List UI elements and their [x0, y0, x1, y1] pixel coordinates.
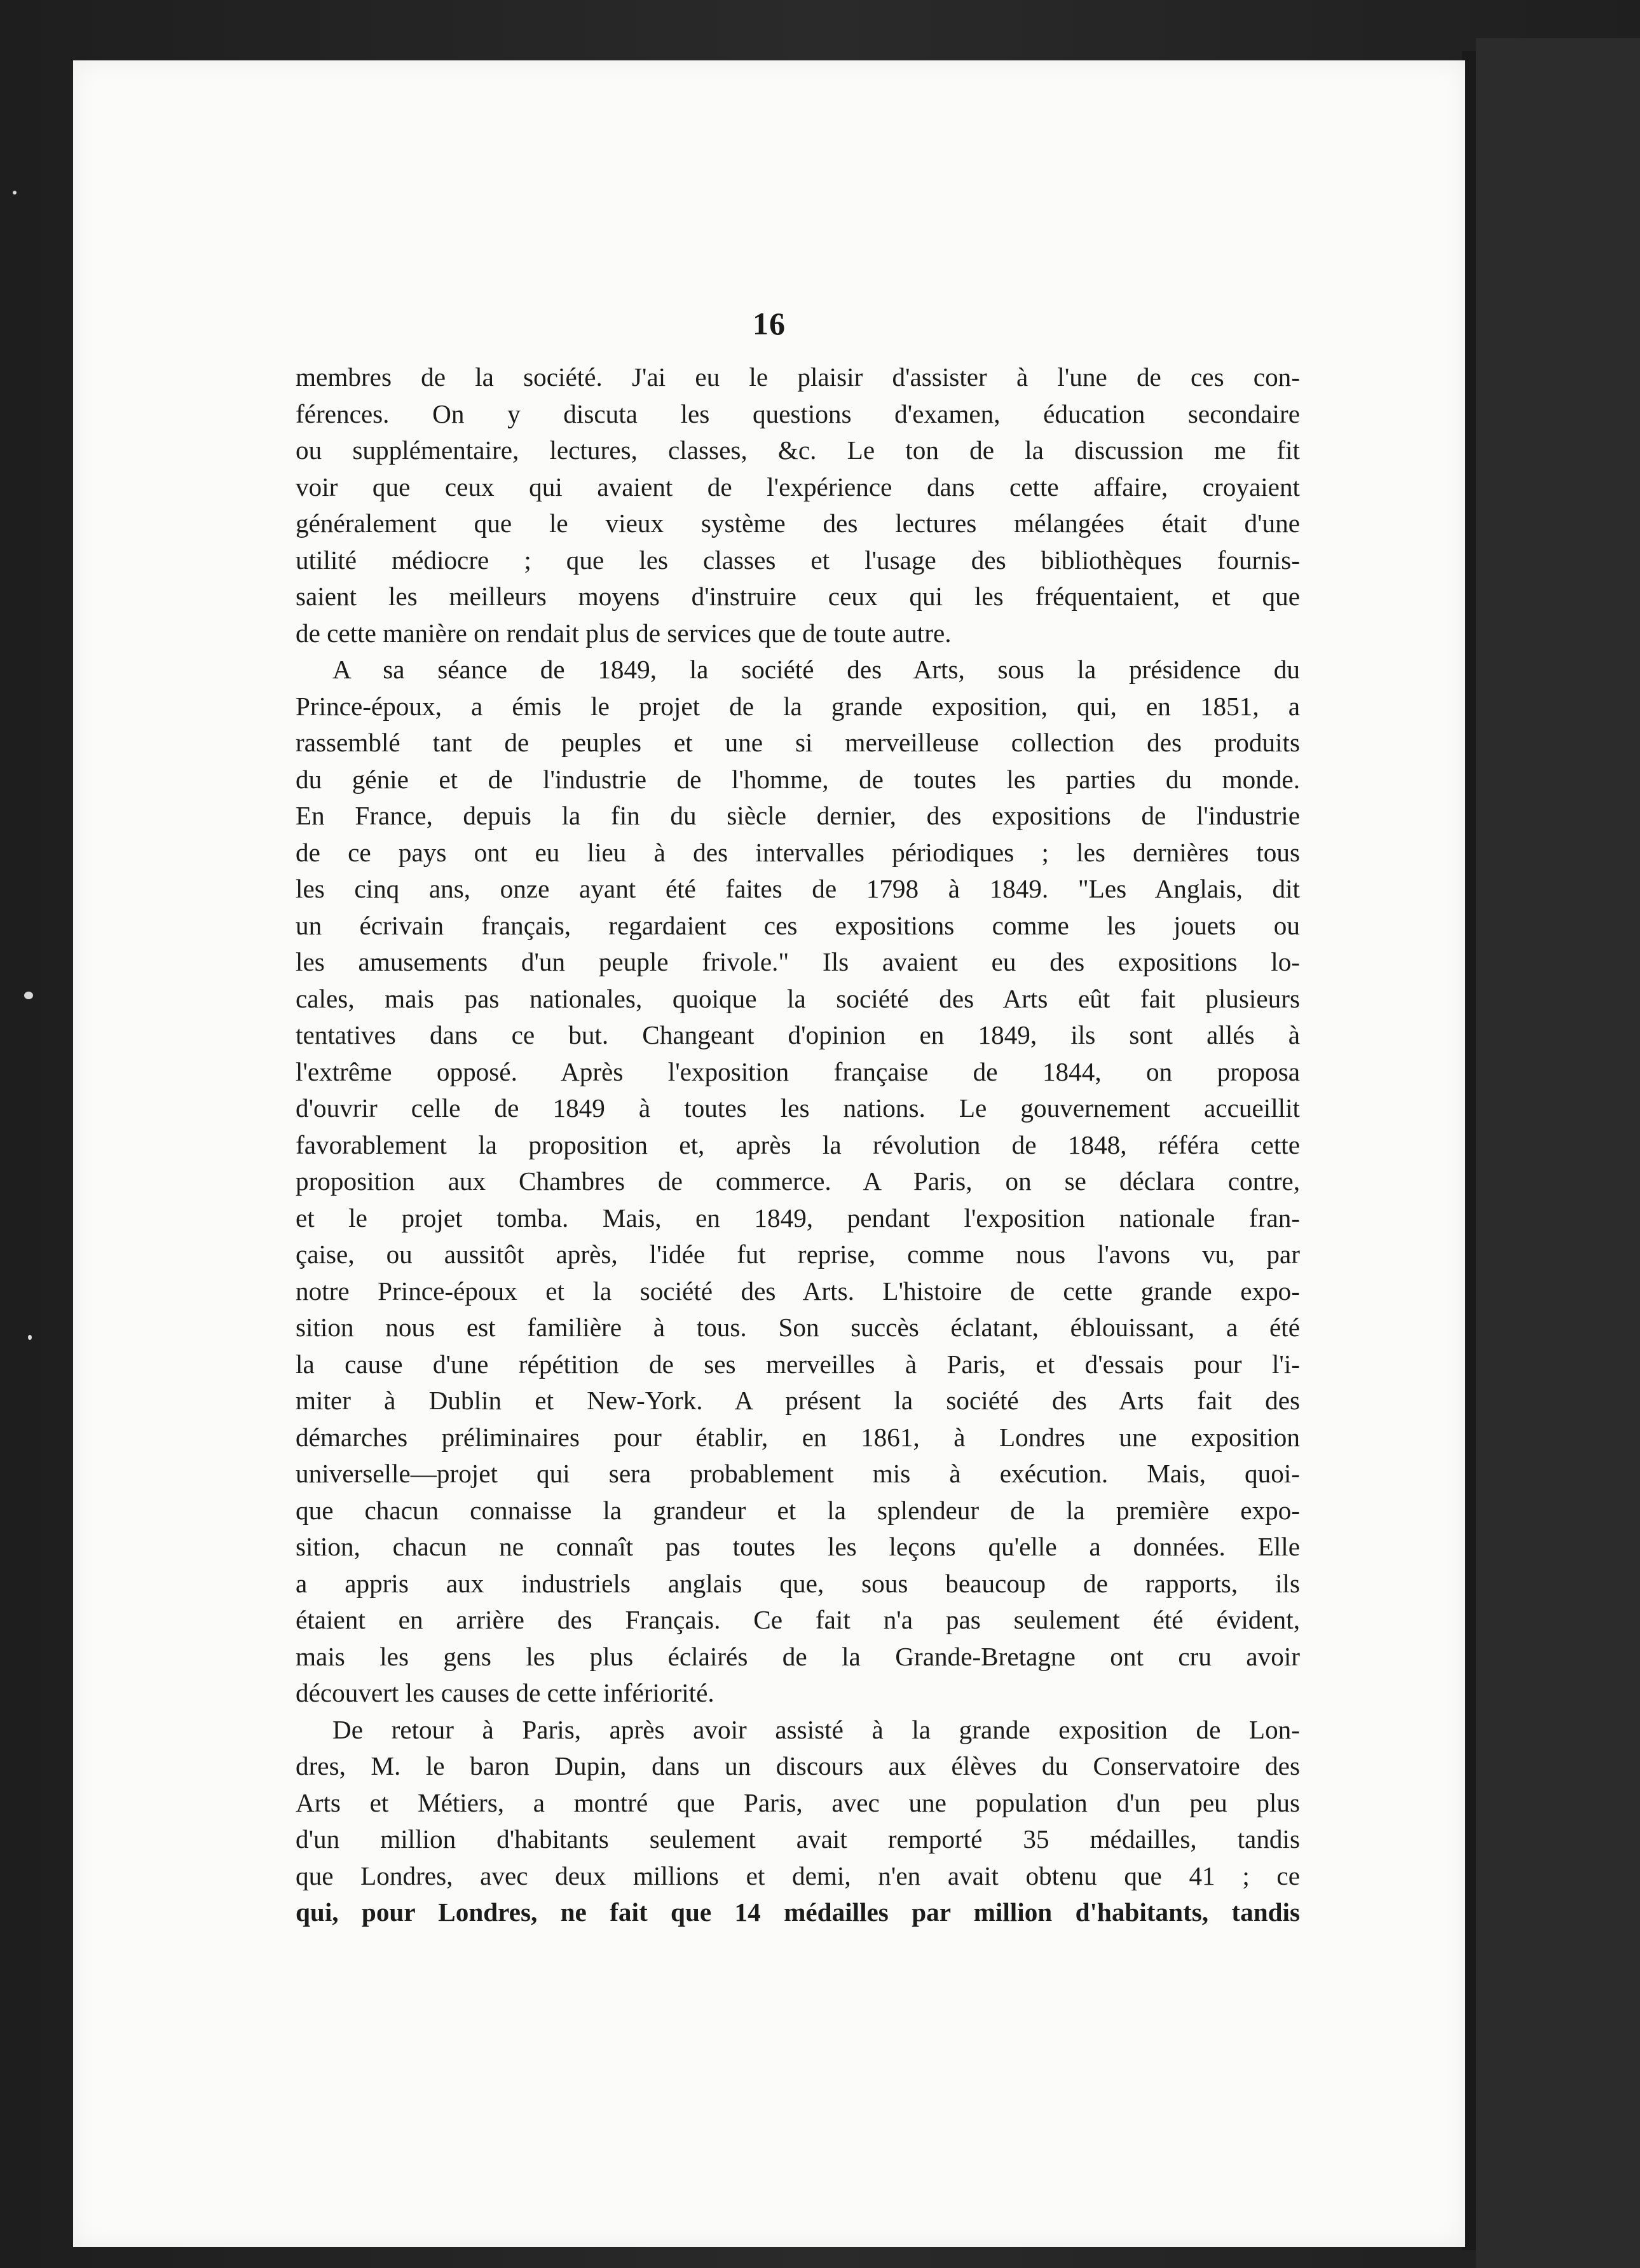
- text-line: De retour à Paris, après avoir assisté à la grande exposition de Lon-: [332, 1714, 1300, 1744]
- text-line: les cinq ans, onze ayant été faites de 1798 à 1849. "Les Anglais, dit: [296, 874, 1300, 903]
- text-line: mais les gens les plus éclairés de la Grande-Bretagne ont cru avoir: [296, 1641, 1300, 1671]
- text-line: de cette manière on rendait plus de services que de toute autre.: [296, 618, 952, 648]
- text-line: sition nous est familière à tous. Son succès éclatant, éblouissant, a été: [296, 1313, 1300, 1342]
- text-line: sition, chacun ne connaît pas toutes les leçons qu'elle a données. Elle: [296, 1532, 1300, 1561]
- text-line: du génie et de l'industrie de l'homme, de toutes les parties du monde.: [296, 764, 1300, 794]
- page-number: 16: [753, 306, 786, 341]
- text-line: et le projet tomba. Mais, en 1849, pendant l'exposition nationale fran-: [296, 1203, 1300, 1233]
- text-line: Prince-époux, a émis le projet de la grande exposition, qui, en 1851, a: [296, 691, 1300, 721]
- body-text: [296, 359, 1300, 1931]
- text-line: tentatives dans ce but. Changeant d'opinion en 1849, ils sont allés à: [296, 1020, 1300, 1049]
- text-line: découvert les causes de cette infériorité.: [296, 1678, 714, 1707]
- text-line: utilité médiocre ; que les classes et l'usage des bibliothèques fournis-: [296, 545, 1300, 575]
- text-line: En France, depuis la fin du siècle dernier, des expositions de l'industrie: [296, 801, 1300, 830]
- text-line: saient les meilleurs moyens d'instruire ceux qui les fréquentaient, et que: [296, 582, 1300, 611]
- page-right-margin-shadow: [1476, 38, 1640, 2268]
- text-line: généralement que le vieux système des lectures mélangées était d'une: [296, 509, 1300, 538]
- text-line: favorablement la proposition et, après la révolution de 1848, référa cette: [296, 1130, 1300, 1159]
- text-line: ou supplémentaire, lectures, classes, &c. Le ton de la discussion me fit: [296, 435, 1300, 465]
- text-line: membres de la société. J'ai eu le plaisir d'assister à l'une de ces con-: [296, 362, 1300, 392]
- text-line: les amusements d'un peuple frivole." Ils avaient eu des expositions lo-: [296, 947, 1300, 976]
- text-line: étaient en arrière des Français. Ce fait n'a pas seulement été évident,: [296, 1605, 1300, 1634]
- text-line: a appris aux industriels anglais que, sous beaucoup de rapports, ils: [296, 1568, 1300, 1598]
- text-line: Arts et Métiers, a montré que Paris, avec une population d'un peu plus: [296, 1787, 1300, 1817]
- text-line: férences. On y discuta les questions d'examen, éducation secondaire: [296, 399, 1300, 428]
- text-line: proposition aux Chambres de commerce. A Paris, on se déclara contre,: [296, 1166, 1300, 1196]
- text-line: cales, mais pas nationales, quoique la société des Arts eût fait plusieurs: [296, 983, 1300, 1013]
- text-line: rassemblé tant de peuples et une si merveilleuse collection des produits: [296, 728, 1300, 757]
- text-line: notre Prince-époux et la société des Arts. L'histoire de cette grande expo-: [296, 1276, 1300, 1306]
- text-line: A sa séance de 1849, la société des Arts, sous la présidence du: [332, 655, 1300, 684]
- text-line: l'extrême opposé. Après l'exposition française de 1844, on proposa: [296, 1056, 1300, 1086]
- text-line: universelle—projet qui sera probablement mis à exécution. Mais, quoi-: [296, 1459, 1300, 1488]
- text-line: que chacun connaisse la grandeur et la splendeur de la première expo-: [296, 1495, 1300, 1525]
- text-line: voir que ceux qui avaient de l'expérience dans cette affaire, croyaient: [296, 472, 1300, 502]
- dust-speck: [13, 191, 17, 195]
- text-line: que Londres, avec deux millions et demi, n'en avait obtenu que 41 ; ce: [296, 1861, 1300, 1890]
- text-line: miter à Dublin et New-York. A présent la société des Arts fait des: [296, 1386, 1300, 1415]
- text-line: un écrivain français, regardaient ces expositions comme les jouets ou: [296, 910, 1300, 940]
- text-line: dres, M. le baron Dupin, dans un discours aux élèves du Conservatoire des: [296, 1751, 1300, 1780]
- text-line: qui, pour Londres, ne fait que 14 médailles par million d'habitants, tandis: [296, 1897, 1300, 1927]
- text-line: d'un million d'habitants seulement avait remporté 35 médailles, tandis: [296, 1824, 1300, 1854]
- text-line: d'ouvrir celle de 1849 à toutes les nations. Le gouvernement accueillit: [296, 1093, 1300, 1123]
- scanned-page: [73, 60, 1465, 2247]
- text-line: démarches préliminaires pour établir, en 1861, à Londres une exposition: [296, 1422, 1300, 1452]
- text-line: la cause d'une répétition de ses merveilles à Paris, et d'essais pour l'i-: [296, 1349, 1300, 1379]
- text-line: de ce pays ont eu lieu à des intervalles périodiques ; les dernières tous: [296, 837, 1300, 867]
- text-line: çaise, ou aussitôt après, l'idée fut reprise, comme nous l'avons vu, par: [296, 1240, 1300, 1269]
- dust-speck: [24, 992, 33, 999]
- dust-speck: [28, 1335, 32, 1340]
